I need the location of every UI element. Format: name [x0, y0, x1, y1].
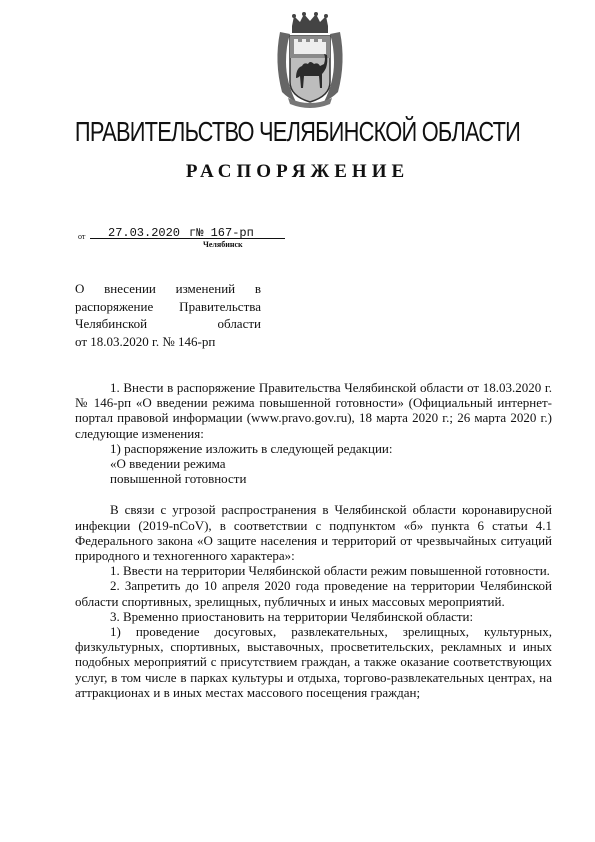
document-requisites: [78, 226, 298, 249]
paragraph: 3. Временно приостановить на территории Челябинской области:: [110, 608, 474, 624]
paragraph: повышенной готовности: [110, 471, 247, 487]
paragraph: В связи с угрозой распространения в Челябинской области коронавирусной инфекции (2019-nCoV), в соответствии с подпунктом «б» пункта 6 статьи 4.1 Федерального закона «О защите населения и территорий от чрезвычайных ситуаций природного и техногенного характера»:: [75, 502, 552, 564]
paragraph-gap: [75, 486, 552, 502]
subject-line: О внесении изменений в: [75, 281, 261, 296]
paragraph: 1. Внести в распоряжение Правительства Челябинской области от 18.03.2020 г. № 146-рп «О введении режима повышенной готовности» (Официальный интернет-портал правовой информации (www.pravo.gov.ru), 18 марта 2020 г.; 26 марта 2020 г.) следующие изменения:: [75, 380, 552, 441]
paragraph: 1) распоряжение изложить в следующей редакции:: [110, 440, 393, 456]
subject-line: Челябинской области: [75, 316, 261, 331]
document-subject: [75, 280, 261, 350]
document-type-title: РАСПОРЯЖЕНИЕ: [185, 161, 410, 182]
document-number: г№ 167-рп: [189, 226, 254, 240]
paragraph: 1. Ввести на территории Челябинской области режим повышенной готовности.: [110, 563, 550, 579]
paragraph: 1) проведение досуговых, развлекательных, зрелищных, культурных, физкультурных, спортивных, выставочных, просветительских, рекламных и иных подобных мероприятий с присутствием граждан, а также оказание соответствующих услуг, в том числе в парках культуры и отдыха, торгово-развлекательных центрах, на аттракционах и в иных местах массового посещения граждан;: [75, 624, 552, 700]
subject-line: распоряжение Правительства: [75, 298, 261, 314]
document-date: 27.03.2020: [108, 226, 181, 240]
government-title: ПРАВИТЕЛЬСТВО ЧЕЛЯБИНСКОЙ ОБЛАСТИ: [74, 116, 521, 147]
document-city: Челябинск: [203, 240, 243, 249]
subject-line: от 18.03.2020 г. № 146-рп: [75, 333, 216, 349]
paragraph: 2. Запретить до 10 апреля 2020 года проведение на территории Челябинской области спортивных, зрелищных, публичных и иных массовых мероприятий.: [75, 578, 552, 609]
date-prefix: от: [78, 232, 86, 241]
coat-of-arms-emblem: [270, 12, 350, 108]
document-body: [75, 380, 552, 700]
paragraph: «О введении режима: [110, 456, 226, 472]
